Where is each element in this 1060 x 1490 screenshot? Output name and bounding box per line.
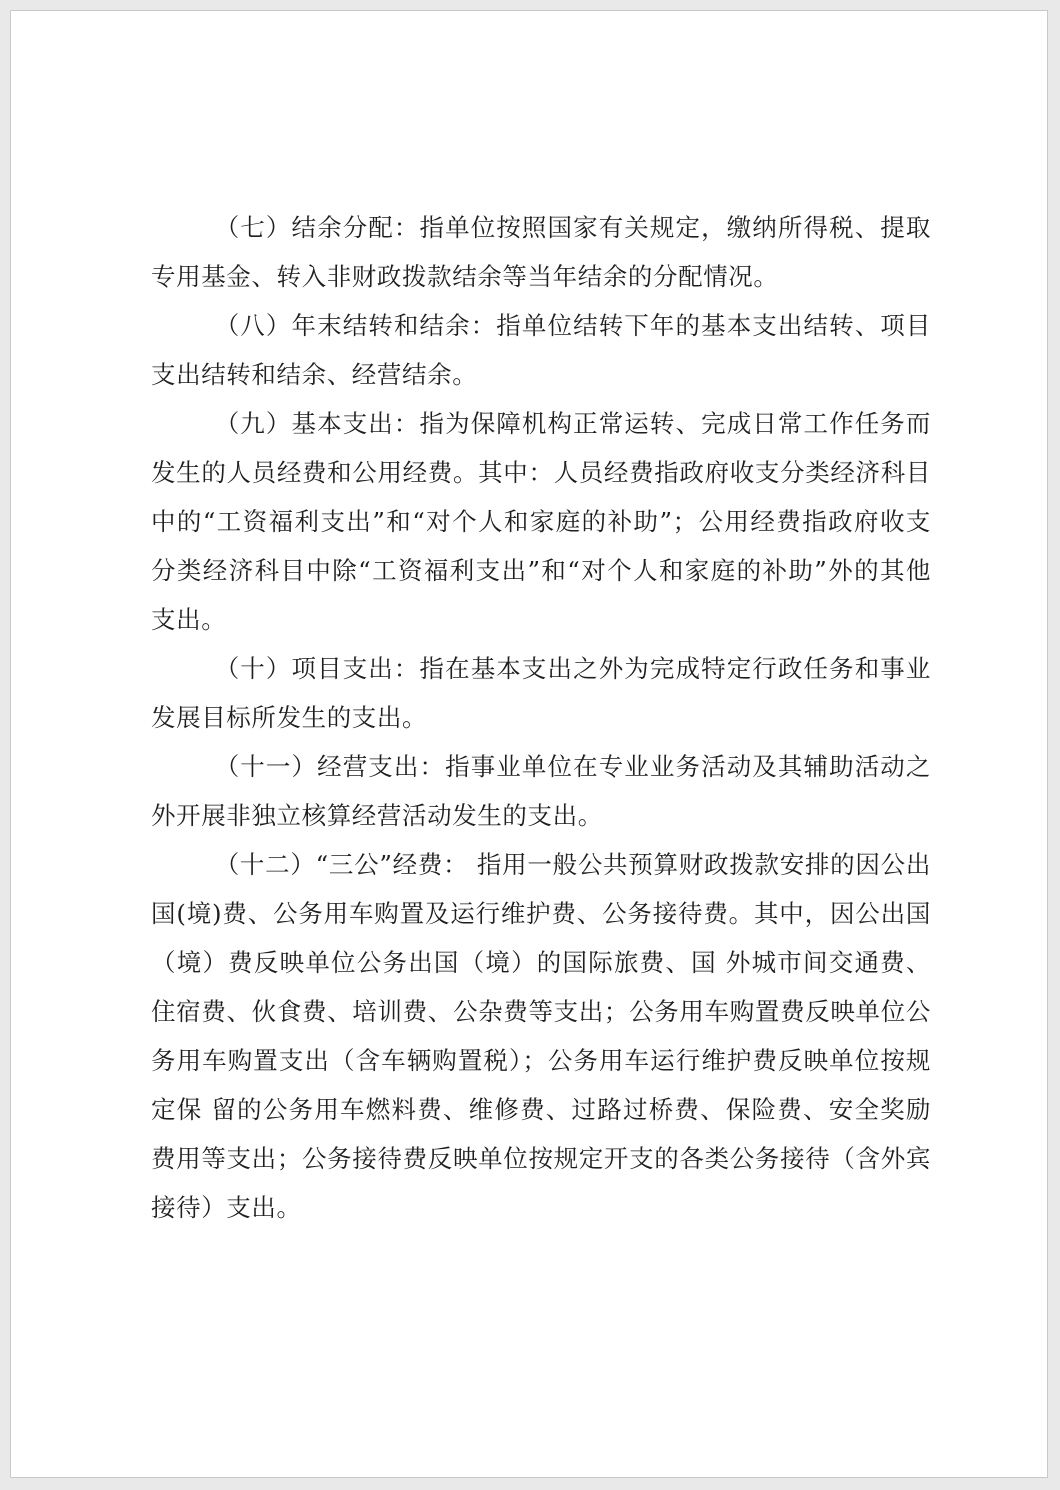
paragraph-surplus-distribution: （七）结余分配：指单位按照国家有关规定，缴纳所得税、提取专用基金、转入非财政拨款结余等当年结余的分配情况。 [151, 213, 931, 291]
paragraph-year-end-carryover: （八）年末结转和结余：指单位结转下年的基本支出结转、项目支出结转和结余、经营结余。 [151, 311, 931, 389]
document-body [151, 203, 931, 1232]
paragraph-basic-expenditure: （九）基本支出：指为保障机构正常运转、完成日常工作任务而发生的人员经费和公用经费。其中：人员经费指政府收支分类经济科目中的“工资福利支出”和“对个人和家庭的补助”；公用经费指政府收支分类经济科目中除“工资福利支出”和“对个人和家庭的补助”外的其他支出。 [151, 409, 931, 634]
paragraph-operating-expenditure: （十一）经营支出：指事业单位在专业业务活动及其辅助活动之外开展非独立核算经营活动发生的支出。 [151, 752, 931, 830]
paragraph-project-expenditure: （十）项目支出：指在基本支出之外为完成特定行政任务和事业发展目标所发生的支出。 [151, 654, 931, 732]
document-page [10, 10, 1048, 1478]
paragraph-three-public-expenses: （十二）“三公”经费： 指用一般公共预算财政拨款安排的因公出国(境)费、公务用车购置及运行维护费、公务接待费。其中，因公出国（境）费反映单位公务出国（境）的国际旅费、国 外城市间交通费、住宿费、伙食费、培训费、公杂费等支出；公务用车购置费反映单位公务用车购置支出（含车辆购置税）；公务用车运行维护费反映单位按规定保 留的公务用车燃料费、维修费、过路过桥费、保险费、安全奖励费用等支出；公务接待费反映单位按规定开支的各类公务接待（含外宾接待）支出。 [151, 850, 931, 1222]
